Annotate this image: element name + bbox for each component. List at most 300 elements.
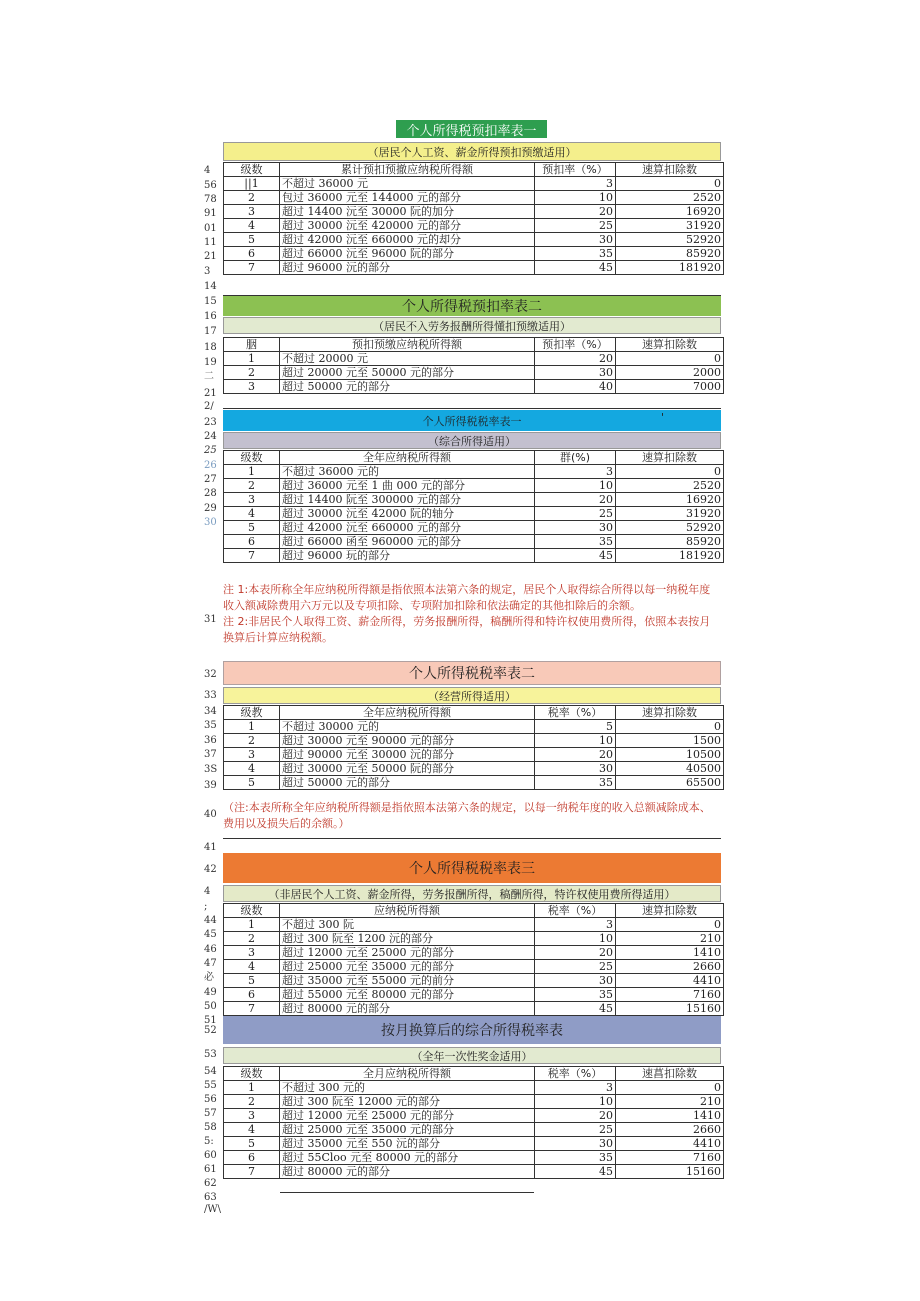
table-cell: 30	[535, 366, 616, 380]
table-cell: 5	[535, 720, 616, 734]
row-number: 34	[204, 706, 217, 717]
table-row	[224, 762, 724, 776]
t6-subtitle-band	[223, 1047, 721, 1064]
table-cell: 2660	[616, 960, 724, 974]
table-row	[224, 507, 724, 521]
table-cell: 7	[224, 261, 280, 275]
table-row	[224, 352, 724, 366]
table-cell: 16920	[616, 205, 724, 219]
row-number: 49	[204, 987, 217, 998]
table-cell: 超过 96000 玩的部分	[280, 549, 535, 563]
header-row	[224, 338, 724, 352]
table-row	[224, 1151, 724, 1165]
t2-table	[223, 337, 724, 394]
table-cell: 5	[224, 521, 280, 535]
column-header: 全年应纳税所得额	[280, 451, 535, 465]
column-header: 群(%)	[535, 451, 616, 465]
table-cell: 超过 42000 沅至 660000 元的部分	[280, 521, 535, 535]
table-row	[224, 521, 724, 535]
t1-subtitle-band	[223, 142, 721, 161]
row-number: 14	[204, 281, 217, 292]
table-cell: 0	[616, 720, 724, 734]
header-row	[224, 451, 724, 465]
t4-note: （注:本表所称全年应纳税所得额是指依照本法第六条的规定，以每一纳税年度的收入总额减除成本、费用以及损失后的余额。）	[223, 801, 711, 830]
row-number: 17	[204, 326, 217, 337]
table-cell: 4410	[616, 974, 724, 988]
table-cell: 0	[616, 1081, 724, 1095]
table-cell: 15160	[616, 1165, 724, 1179]
table-row	[224, 535, 724, 549]
table-cell: 2	[224, 191, 280, 205]
table-cell: 31920	[616, 507, 724, 521]
table-cell: 0	[616, 465, 724, 479]
table-cell: 4	[224, 507, 280, 521]
column-header: 级教	[224, 706, 280, 720]
table-cell: 35	[535, 776, 616, 790]
table-cell: 1	[224, 918, 280, 932]
table-row	[224, 1109, 724, 1123]
table-cell: 3	[224, 748, 280, 762]
table-cell: 2	[224, 932, 280, 946]
t3-mark: '	[661, 411, 665, 424]
row-number: 30	[204, 517, 217, 528]
t4-subtitle-band	[223, 687, 721, 704]
table-row	[224, 261, 724, 275]
table-row	[224, 177, 724, 191]
table-cell: 超过 14400 阮至 300000 元的部分	[280, 493, 535, 507]
row-number: 01	[204, 223, 217, 234]
table-cell: 30	[535, 233, 616, 247]
table-cell: 2000	[616, 366, 724, 380]
column-header: 预扣预缴应纳税所得额	[280, 338, 535, 352]
table-cell: 0	[616, 918, 724, 932]
table-cell: 7160	[616, 1151, 724, 1165]
row-number: 39	[204, 780, 217, 791]
t6-underline	[280, 1192, 534, 1193]
row-number: 31	[204, 614, 217, 625]
table-row	[224, 247, 724, 261]
row-number: 50	[204, 1001, 217, 1012]
column-header: 级数	[224, 1067, 280, 1081]
row-number: 40	[204, 809, 217, 820]
row-number: 91	[204, 208, 217, 219]
row-number: 19	[204, 357, 217, 368]
column-header: 速算扣除数	[616, 451, 724, 465]
t5-title-band	[223, 853, 721, 883]
table-cell: 不超过 20000 元	[280, 352, 535, 366]
row-number: 58	[204, 1122, 217, 1133]
table-cell: 7160	[616, 988, 724, 1002]
header-row	[224, 163, 724, 177]
table-cell: 6	[224, 988, 280, 1002]
row-number: 56	[204, 1094, 217, 1105]
row-number: 2/	[204, 401, 214, 412]
table-cell: 超过 25000 元至 35000 元的部分	[280, 960, 535, 974]
table-cell: 超过 36000 元至 1 曲 000 元的部分	[280, 479, 535, 493]
table-cell: 超过 35000 元至 55000 元的前分	[280, 974, 535, 988]
row-number: 45	[204, 929, 217, 940]
table-cell: 6	[224, 535, 280, 549]
row-number: 78	[204, 194, 217, 205]
table-cell: 超过 96000 沅的部分	[280, 261, 535, 275]
table-cell: 20	[535, 1109, 616, 1123]
table-row	[224, 191, 724, 205]
t5-subtitle-band	[223, 885, 721, 902]
table-cell: 45	[535, 1002, 616, 1016]
row-number: 21	[204, 388, 217, 399]
table-cell: 210	[616, 1095, 724, 1109]
table-cell: 45	[535, 549, 616, 563]
table-cell: 超过 300 阮至 1200 沅的部分	[280, 932, 535, 946]
table-cell: 超过 35000 元至 550 沅的部分	[280, 1137, 535, 1151]
table-cell: 超过 50000 元的部分	[280, 380, 535, 394]
table-cell: 超过 66000 沅至 96000 阮的部分	[280, 247, 535, 261]
t3-table	[223, 450, 724, 563]
table-row	[224, 748, 724, 762]
t1-title: 个人所得税预扣率表一	[406, 123, 537, 139]
table-cell: 85920	[616, 247, 724, 261]
table-cell: 10500	[616, 748, 724, 762]
table-cell: 7	[224, 1002, 280, 1016]
t3-title-band	[223, 410, 721, 431]
t5-subtitle: （非居民个人工资、薪金所得，劳务报酬所得，稿酬所得，特许权使用费所得适用）	[268, 887, 676, 901]
table-cell: 1500	[616, 734, 724, 748]
table-cell: 超过 30000 沅至 42000 阮的轴分	[280, 507, 535, 521]
row-number: 54	[204, 1066, 217, 1077]
table-cell: 1	[224, 1081, 280, 1095]
table-row	[224, 932, 724, 946]
table-cell: 不超过 300 阮	[280, 918, 535, 932]
table-row	[224, 960, 724, 974]
t1-title-band	[396, 120, 547, 138]
table-cell: 5	[224, 974, 280, 988]
table-cell: 6	[224, 247, 280, 261]
table-cell: 3	[224, 1109, 280, 1123]
row-number: 21	[204, 251, 217, 262]
t6-table	[223, 1066, 724, 1179]
row-number: 28	[204, 488, 217, 499]
table-row	[224, 776, 724, 790]
table-cell: 25	[535, 1123, 616, 1137]
table-cell: 1410	[616, 946, 724, 960]
table-row	[224, 233, 724, 247]
row-number: 3	[204, 266, 211, 277]
t5-title: 个人所得税税率表三	[409, 861, 535, 877]
t3-note-1: 注 1:本表所称全年应纳税所得额是指依照本法第六条的规定，居民个人取得综合所得以每一纳税年度收入额减除费用六万元以及专项扣除、专项附加扣除和依法确定的其他扣除后的余额。	[223, 583, 711, 612]
row-number: 53	[204, 1049, 217, 1060]
table-row	[224, 549, 724, 563]
table-cell: 10	[535, 479, 616, 493]
row-number: 44	[204, 915, 217, 926]
t3-title: 个人所得税税率表一	[422, 414, 522, 428]
t1-subtitle: （居民个人工资、薪金所得预扣预缴适用）	[367, 145, 577, 159]
table-cell: 181920	[616, 261, 724, 275]
table-cell: 7	[224, 1165, 280, 1179]
table-cell: 包过 36000 元至 144000 元的部分	[280, 191, 535, 205]
table-row	[224, 380, 724, 394]
table-cell: 5	[224, 776, 280, 790]
table-cell: 超过 90000 元至 30000 沅的部分	[280, 748, 535, 762]
table-cell: 1	[224, 352, 280, 366]
table-cell: ||1	[224, 177, 280, 191]
row-number: 56	[204, 180, 217, 191]
column-header: 胭	[224, 338, 280, 352]
column-header: 级数	[224, 904, 280, 918]
row-number: 18	[204, 342, 217, 353]
table-cell: 2	[224, 1095, 280, 1109]
column-header: 应纳税所得额	[280, 904, 535, 918]
table-row	[224, 1165, 724, 1179]
table-cell: 30	[535, 1137, 616, 1151]
table-cell: 16920	[616, 493, 724, 507]
column-header: 全月应纳税所得额	[280, 1067, 535, 1081]
row-number: 15	[204, 296, 217, 307]
row-number: 60	[204, 1150, 217, 1161]
table-cell: 10	[535, 932, 616, 946]
column-header: 速算扣除数	[616, 163, 724, 177]
header-row	[224, 904, 724, 918]
table-cell: 30	[535, 762, 616, 776]
table-cell: 52920	[616, 521, 724, 535]
table-row	[224, 1137, 724, 1151]
table-cell: 35	[535, 1151, 616, 1165]
row-number: 4	[204, 165, 211, 176]
row-number: 32	[204, 669, 217, 680]
table-row	[224, 1123, 724, 1137]
table-cell: 2	[224, 734, 280, 748]
table-cell: 3	[224, 493, 280, 507]
table-cell: 20	[535, 493, 616, 507]
t4-subtitle: （经营所得适用）	[428, 689, 516, 703]
t6-title-band	[223, 1016, 721, 1044]
table-row	[224, 366, 724, 380]
row-number: ;	[204, 901, 208, 912]
t5-table	[223, 903, 724, 1016]
row-number: 47	[204, 958, 217, 969]
table-cell: 3	[224, 380, 280, 394]
table-cell: 3	[224, 946, 280, 960]
table-row	[224, 720, 724, 734]
table-cell: 超过 80000 元的部分	[280, 1002, 535, 1016]
table-cell: 25	[535, 219, 616, 233]
column-header: 速算扣除数	[616, 706, 724, 720]
table-cell: 6	[224, 1151, 280, 1165]
column-header: 全年应纳税所得额	[280, 706, 535, 720]
table-cell: 35	[535, 247, 616, 261]
column-header: 税率（%）	[535, 1067, 616, 1081]
table-row	[224, 205, 724, 219]
t4-title: 个人所得税税率表二	[409, 666, 535, 682]
table-cell: 15160	[616, 1002, 724, 1016]
table-cell: 超过 12000 元至 25000 元的部分	[280, 946, 535, 960]
row-number: 63	[204, 1192, 217, 1203]
column-header: 税率（%）	[535, 706, 616, 720]
table-cell: 4	[224, 960, 280, 974]
table-row	[224, 1095, 724, 1109]
row-number: 3S	[204, 764, 218, 775]
table-row	[224, 1002, 724, 1016]
table-cell: 30	[535, 521, 616, 535]
row-number: 必	[204, 972, 214, 983]
column-header: 预扣率（%）	[535, 338, 616, 352]
table-cell: 85920	[616, 535, 724, 549]
table-cell: 7000	[616, 380, 724, 394]
table-cell: 52920	[616, 233, 724, 247]
table-row	[224, 1081, 724, 1095]
row-number: 27	[204, 474, 217, 485]
table-cell: 4410	[616, 1137, 724, 1151]
table-cell: 超过 12000 元至 25000 元的部分	[280, 1109, 535, 1123]
table-row	[224, 988, 724, 1002]
table-cell: 3	[535, 465, 616, 479]
table-cell: 1	[224, 720, 280, 734]
table-cell: 31920	[616, 219, 724, 233]
row-number: 57	[204, 1108, 217, 1119]
t4-title-band	[223, 661, 721, 685]
table-cell: 超过 25000 元至 35000 元的部分	[280, 1123, 535, 1137]
column-header: 速菖扣除数	[616, 1067, 724, 1081]
t3-note-2: 注 2:非居民个人取得工资、薪金所得，劳务报酬所得，稿酬所得和特许权使用费所得，依照本表按月换算后计算应纳税额。	[223, 615, 711, 644]
table-cell: 10	[535, 734, 616, 748]
table-row	[224, 734, 724, 748]
row-number: 36	[204, 735, 217, 746]
table-cell: 40500	[616, 762, 724, 776]
t6-title: 按月换算后的综合所得税率表	[381, 1023, 563, 1039]
row-number: 37	[204, 749, 217, 760]
table-cell: 不超过 300 元的	[280, 1081, 535, 1095]
row-number: 42	[204, 864, 217, 875]
t2-title-band	[223, 296, 721, 316]
table-cell: 3	[535, 918, 616, 932]
table-cell: 0	[616, 352, 724, 366]
table-row	[224, 493, 724, 507]
row-number: 51	[204, 1015, 217, 1026]
column-header: 累计预扣预撤应纳税所得额	[280, 163, 535, 177]
table-cell: 不超过 36000 元的	[280, 465, 535, 479]
row-number: 62	[204, 1178, 217, 1189]
row-number: 61	[204, 1164, 217, 1175]
table-cell: 不超过 36000 元	[280, 177, 535, 191]
t3-subtitle: （综合所得适用）	[428, 434, 516, 448]
column-header: 预扣率（%）	[535, 163, 616, 177]
row-number: 46	[204, 944, 217, 955]
table-cell: 超过 80000 元的部分	[280, 1165, 535, 1179]
t2-subtitle-band	[223, 317, 721, 334]
table-cell: 超过 300 阮至 12000 元的部分	[280, 1095, 535, 1109]
row-number: 29	[204, 503, 217, 514]
table-cell: 10	[535, 1095, 616, 1109]
table-cell: 超过 20000 元至 50000 元的部分	[280, 366, 535, 380]
t2-subtitle: （居民不入劳务报酬所得懂扣预缴适用）	[373, 319, 571, 333]
row-number: 35	[204, 720, 217, 731]
table-cell: 超过 50000 元的部分	[280, 776, 535, 790]
row-number: 23	[204, 417, 217, 428]
table-cell: 2	[224, 366, 280, 380]
table-cell: 0	[616, 177, 724, 191]
table-cell: 4	[224, 219, 280, 233]
row-number: 5:	[204, 1136, 214, 1147]
table-cell: 35	[535, 988, 616, 1002]
row-number: 二	[204, 371, 214, 382]
header-row	[224, 706, 724, 720]
table-cell: 20	[535, 352, 616, 366]
table-cell: 1	[224, 465, 280, 479]
table-row	[224, 465, 724, 479]
table-cell: 4	[224, 1123, 280, 1137]
row-number: 11	[204, 237, 217, 248]
table-cell: 2520	[616, 191, 724, 205]
table-cell: 20	[535, 748, 616, 762]
column-header: 税率（%）	[535, 904, 616, 918]
table-cell: 1410	[616, 1109, 724, 1123]
table-row	[224, 946, 724, 960]
table-cell: 超过 55Cloo 元至 80000 元的部分	[280, 1151, 535, 1165]
table-cell: 5	[224, 1137, 280, 1151]
column-header: 速算扣除数	[616, 904, 724, 918]
table-cell: 10	[535, 191, 616, 205]
column-header: 级数	[224, 451, 280, 465]
row-number: 55	[204, 1080, 217, 1091]
table-cell: 超过 30000 沅至 420000 元的部分	[280, 219, 535, 233]
table-cell: 20	[535, 946, 616, 960]
t3-subtitle-band	[223, 432, 721, 449]
table-cell: 181920	[616, 549, 724, 563]
t4-table	[223, 705, 724, 790]
table-cell: 超过 66000 函至 960000 元的部分	[280, 535, 535, 549]
row-number: 24	[204, 431, 217, 442]
row-number: /W\	[204, 1204, 222, 1215]
table-cell: 40	[535, 380, 616, 394]
row-number: 4	[204, 886, 211, 897]
row-number: 26	[204, 460, 217, 471]
table-row	[224, 219, 724, 233]
table-cell: 2	[224, 479, 280, 493]
table-cell: 45	[535, 261, 616, 275]
row-number: 52	[204, 1025, 217, 1036]
table-cell: 30	[535, 974, 616, 988]
table-cell: 45	[535, 1165, 616, 1179]
table-cell: 2660	[616, 1123, 724, 1137]
table-cell: 超过 30000 元至 50000 阮的部分	[280, 762, 535, 776]
row-number: 25	[204, 445, 217, 456]
t6-subtitle: （全年一次性奖金适用）	[411, 1049, 533, 1063]
table-cell: 3	[535, 1081, 616, 1095]
t2-bottom-line	[223, 408, 721, 409]
row-number: 33	[204, 690, 217, 701]
table-cell: 3	[535, 177, 616, 191]
table-cell: 5	[224, 233, 280, 247]
table-row	[224, 918, 724, 932]
table-row	[224, 479, 724, 493]
table-cell: 超过 55000 元至 80000 元的部分	[280, 988, 535, 1002]
table-cell: 超过 30000 元至 90000 元的部分	[280, 734, 535, 748]
header-row	[224, 1067, 724, 1081]
table-cell: 超过 42000 沅至 660000 元的却分	[280, 233, 535, 247]
table-cell: 65500	[616, 776, 724, 790]
t1-table	[223, 162, 724, 275]
table-cell: 20	[535, 205, 616, 219]
table-cell: 7	[224, 549, 280, 563]
table-cell: 25	[535, 507, 616, 521]
column-header: 级数	[224, 163, 280, 177]
column-header: 速算扣除数	[616, 338, 724, 352]
t4-bottom-line	[223, 838, 721, 839]
table-cell: 3	[224, 205, 280, 219]
table-cell: 2520	[616, 479, 724, 493]
table-cell: 不超过 30000 元的	[280, 720, 535, 734]
table-cell: 4	[224, 762, 280, 776]
t2-title: 个人所得税预扣率表二	[402, 299, 542, 315]
